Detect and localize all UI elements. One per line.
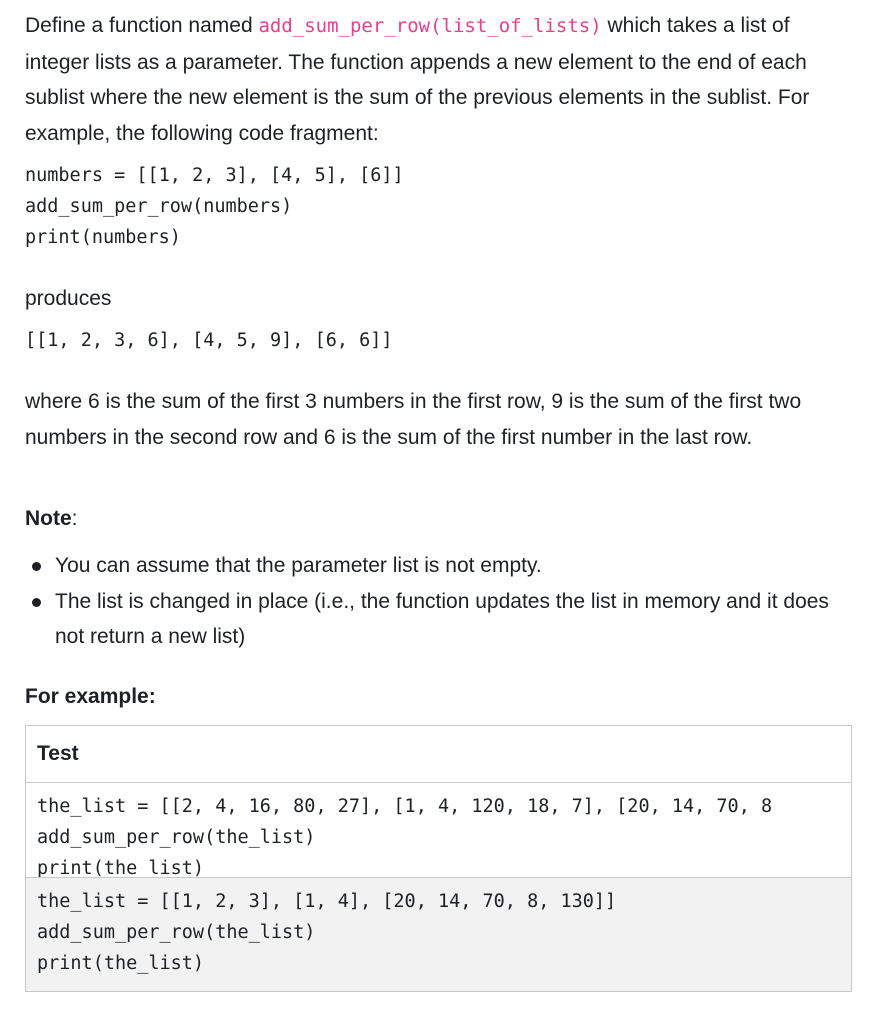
list-item <box>25 548 850 584</box>
intro-paragraph <box>25 8 850 151</box>
note-list <box>25 548 850 655</box>
code-line: the_list = [[2, 4, 16, 80, 27], [1, 4, 120, 18, 7], [20, 14, 70, 8 <box>37 796 773 817</box>
note-colon: : <box>71 507 78 530</box>
bullet-icon <box>32 562 41 571</box>
table-row <box>26 783 851 878</box>
intro-text-end: which takes a list of integer lists as a parameter. The function appends a new element to the end of each sublist where the new element is the sum of the previous elements in the sublist. For example, the following code fragment: <box>25 14 810 145</box>
explanation-paragraph: where 6 is the sum of the first 3 numbers in the first row, 9 is the sum of the first two numbers in the second row and 6 is the sum of the first number in the last row. <box>25 390 802 449</box>
code-line: the_list = [[1, 2, 3], [1, 4], [20, 14, 70, 8, 130]] <box>37 891 617 912</box>
test-code <box>37 791 851 878</box>
bullet-icon <box>32 598 41 607</box>
code-line: add_sum_per_row(the_list) <box>37 922 316 943</box>
list-item-text: You can assume that the parameter list is not empty. <box>55 554 542 577</box>
code-line: add_sum_per_row(the_list) <box>37 827 316 848</box>
test-code <box>37 886 851 979</box>
note-label: Note <box>25 507 72 530</box>
table-row <box>26 878 851 991</box>
code-line: print(numbers) <box>25 227 181 248</box>
for-example-heading: For example: <box>25 685 156 708</box>
code-line: print(the_list) <box>37 953 205 974</box>
example-code-block <box>25 160 404 253</box>
table-header-test: Test <box>26 726 851 783</box>
list-item <box>25 584 850 655</box>
list-item-text: The list is changed in place (i.e., the function updates the list in memory and it does not return a new list) <box>55 589 829 648</box>
intro-text-start: Define a function named <box>25 14 259 37</box>
test-table <box>25 725 852 992</box>
function-signature: add_sum_per_row(list_of_lists) <box>258 15 602 37</box>
note-heading <box>25 501 78 537</box>
output-code-block: [[1, 2, 3, 6], [4, 5, 9], [6, 6]] <box>25 330 393 351</box>
produces-label: produces <box>25 287 112 310</box>
code-line: add_sum_per_row(numbers) <box>25 196 293 217</box>
code-line: print(the_list) <box>37 858 205 878</box>
code-line: numbers = [[1, 2, 3], [4, 5], [6]] <box>25 165 404 186</box>
